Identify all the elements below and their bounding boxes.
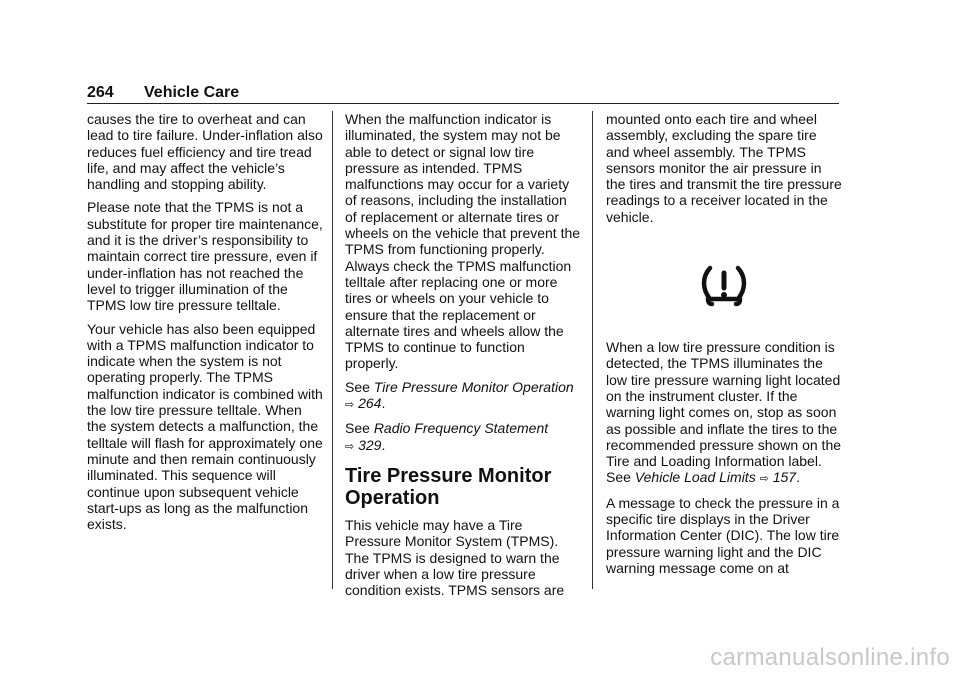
paragraph: A message to check the pressure in a specific tire displays in the Driver Information Center (DIC). The low tire pressure warning light and the DIC warning message come on at <box>606 494 840 576</box>
cross-reference-link[interactable]: Radio Frequency Statement ⇨ 329 <box>345 420 549 453</box>
paragraph: When a low tire pressure condition is detected, the TPMS illuminates the low tire pressure warning light located on the instrument cluster. If the warning light comes on, stop as soon as possible and inflate the tires to the recommended pressure shown on the Tire and Loading Information label. See Vehicle Load Limits ⇨ 157. <box>606 339 842 486</box>
column-3 <box>606 111 842 583</box>
see-label: See <box>345 378 370 395</box>
header-rule <box>87 103 839 104</box>
low-tire-pressure-warning-icon <box>700 265 748 307</box>
cross-reference-link[interactable]: Vehicle Load Limits ⇨ 157 <box>634 469 797 486</box>
cross-reference-link[interactable]: Tire Pressure Monitor Operation ⇨ 264 <box>345 378 574 412</box>
section-heading: Tire Pressure Monitor Operation <box>345 464 552 509</box>
page-arrow-icon: ⇨ <box>345 440 355 453</box>
column-1 <box>87 111 323 539</box>
page-number: 264 <box>87 84 114 101</box>
watermark: carmanualsonline.info <box>710 644 950 671</box>
column-divider-2 <box>592 111 593 589</box>
paragraph: mounted onto each tire and wheel assembly, excluding the spare tire and wheel assembly. The TPMS sensors monitor the air pressure in the tires and transmit the tire pressure readings to a receiver located in the vehicle. <box>606 111 842 225</box>
paragraph: When the malfunction indicator is illuminated, the system may not be able to detect or signal low tire pressure as intended. TPMS malfunctions may occur for a variety of reasons, including the installation of replacement or alternate tires or wheels on the vehicle that prevent the TPMS from functioning properly. Always check the TPMS malfunction telltale after replacing one or more tires or wheels on your vehicle to ensure that the replacement or alternate tires and wheels allow the TPMS to continue to function properly. <box>345 111 581 372</box>
paragraph: Your vehicle has also been equipped with a TPMS malfunction indicator to indicate when the system is not operating properly. The TPMS malfunction indicator is combined with the low tire pressure telltale. When the system detects a malfunction, the telltale will flash for approximately one minute and then remain continuously illuminated. This sequence will continue upon subsequent vehicle start-ups as long as the malfunction exists. <box>87 320 323 533</box>
section-title: Vehicle Care <box>144 84 240 101</box>
paragraph: Please note that the TPMS is not a substitute for proper tire maintenance, and it is the driver’s responsibility to maintain correct tire pressure, even if under-inflation has not reached the level to trigger illumination of the TPMS low tire pressure telltale. <box>87 199 323 314</box>
paragraph: causes the tire to overheat and can lead to tire failure. Under-inflation also reduces fuel efficiency and tire tread life, and may affect the vehicle’s handling and stopping ability. <box>87 111 323 193</box>
page-arrow-icon: ⇨ <box>345 399 355 412</box>
tpms-icon-container <box>606 265 842 307</box>
column-2 <box>345 111 581 605</box>
see-label: See <box>345 420 370 437</box>
column-divider-1 <box>332 111 333 589</box>
paragraph: This vehicle may have a Tire Pressure Monitor System (TPMS). The TPMS is designed to warn the driver when a low tire pressure condition exists. TPMS sensors are <box>345 516 565 599</box>
cross-reference: See Tire Pressure Monitor Operation ⇨ 264. <box>345 378 574 412</box>
cross-reference: See Radio Frequency Statement ⇨ 329. <box>345 420 549 453</box>
page-arrow-icon: ⇨ <box>759 473 769 486</box>
page-header <box>87 84 839 102</box>
